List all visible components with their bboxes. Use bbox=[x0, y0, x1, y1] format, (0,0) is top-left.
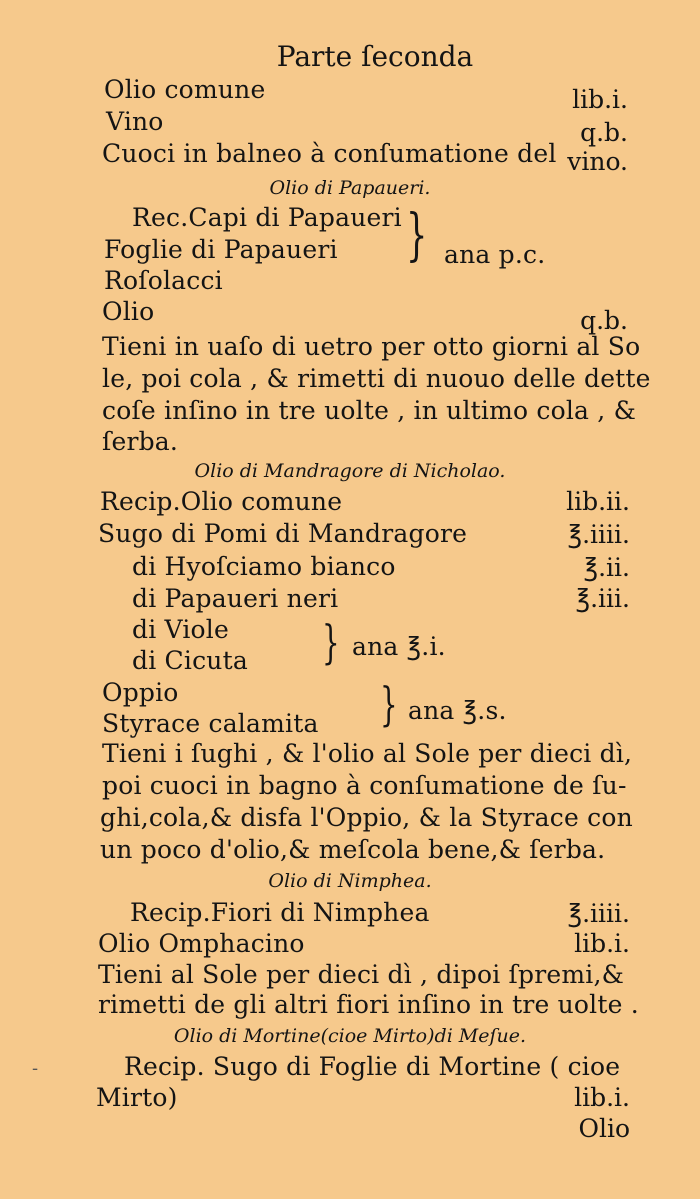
ingredient-line: Vino bbox=[106, 107, 164, 136]
instruction-line: Tieni i ſughi , & l'olio al Sole per dieci dì, bbox=[102, 739, 633, 768]
instruction-line: coſe inſino in tre uolte , in ultimo cola , & bbox=[102, 396, 637, 425]
quantity: lib.i. bbox=[574, 1083, 630, 1112]
ingredient-line: Olio Omphacino bbox=[98, 929, 305, 958]
recipe-title: Olio di Nimphea. bbox=[268, 870, 432, 892]
quantity: lib.i. bbox=[574, 929, 630, 958]
ingredient-line: Foglie di Papaueri bbox=[104, 235, 338, 264]
quantity: lib.ii. bbox=[566, 487, 630, 516]
quantity: ℥.iii. bbox=[575, 584, 630, 613]
quantity: lib.i. bbox=[572, 85, 628, 114]
recipe-title: Olio di Mortine(cioe Mirto)di Meſue. bbox=[173, 1025, 527, 1047]
ingredient-line: di Cicuta bbox=[132, 646, 248, 675]
instruction-line: Tieni in uaſo di uetro per otto giorni al So bbox=[102, 332, 641, 361]
quantity: vino. bbox=[567, 147, 628, 176]
ingredient-line: di Papaueri neri bbox=[132, 584, 339, 613]
ingredient-line: di Viole bbox=[132, 615, 229, 644]
instruction-line: un poco d'olio,& meſcola bene,& ſerba. bbox=[100, 835, 606, 864]
recipe-title: Olio di Mandragore di Nicholao. bbox=[194, 460, 506, 482]
ingredient-line: Sugo di Pomi di Mandragore bbox=[98, 519, 468, 548]
quantity: q.b. bbox=[580, 118, 628, 147]
ingredient-line: Roſolacci bbox=[104, 266, 223, 295]
group-quantity: ana p.c. bbox=[444, 240, 546, 269]
quantity: q.b. bbox=[580, 306, 628, 335]
margin-mark-icon: - bbox=[32, 1058, 39, 1079]
quantity: ℥.iiii. bbox=[567, 520, 630, 549]
quantity: ℥.iiii. bbox=[567, 899, 630, 928]
catchword: Olio bbox=[578, 1114, 630, 1143]
instruction-line: rimetti de gli altri fiori inſino in tre uolte . bbox=[98, 990, 639, 1019]
ingredient-line: Olio comune bbox=[104, 75, 266, 104]
instruction-line: poi cuoci in bagno à conſumatione de ſu- bbox=[102, 771, 627, 800]
ingredient-line: Recip. Sugo di Foglie di Mortine ( cioe bbox=[124, 1052, 621, 1081]
instruction-line: Cuoci in balneo à conſumatione del bbox=[102, 139, 557, 168]
recipe-title: Olio di Papaueri. bbox=[269, 177, 431, 199]
group-quantity: ana ℥.i. bbox=[352, 632, 446, 661]
brace-icon: } bbox=[380, 677, 398, 731]
ingredient-line: Recip.Olio comune bbox=[100, 487, 343, 516]
brace-icon: } bbox=[322, 615, 340, 669]
quantity: ℥.ii. bbox=[583, 553, 630, 582]
ingredient-line: Styrace calamita bbox=[102, 709, 319, 738]
ingredient-line: Mirto) bbox=[96, 1083, 178, 1112]
running-head: Parte ſeconda bbox=[276, 40, 474, 73]
ingredient-line: Olio bbox=[102, 297, 155, 326]
instruction-line: ſerba. bbox=[102, 427, 179, 456]
ingredient-line: Recip.Fiori di Nimphea bbox=[130, 898, 430, 927]
ingredient-line: Rec.Capi di Papaueri bbox=[132, 203, 402, 232]
ingredient-line: Oppio bbox=[102, 678, 179, 707]
instruction-line: le, poi cola , & rimetti di nuouo delle dette bbox=[102, 364, 651, 393]
brace-icon: } bbox=[406, 203, 428, 268]
group-quantity: ana ℥.s. bbox=[408, 696, 507, 725]
ingredient-line: di Hyoſciamo bianco bbox=[132, 552, 396, 581]
instruction-line: Tieni al Sole per dieci dì , dipoi ſpremi,& bbox=[98, 960, 625, 989]
instruction-line: ghi,cola,& disfa l'Oppio, & la Styrace con bbox=[100, 803, 633, 832]
